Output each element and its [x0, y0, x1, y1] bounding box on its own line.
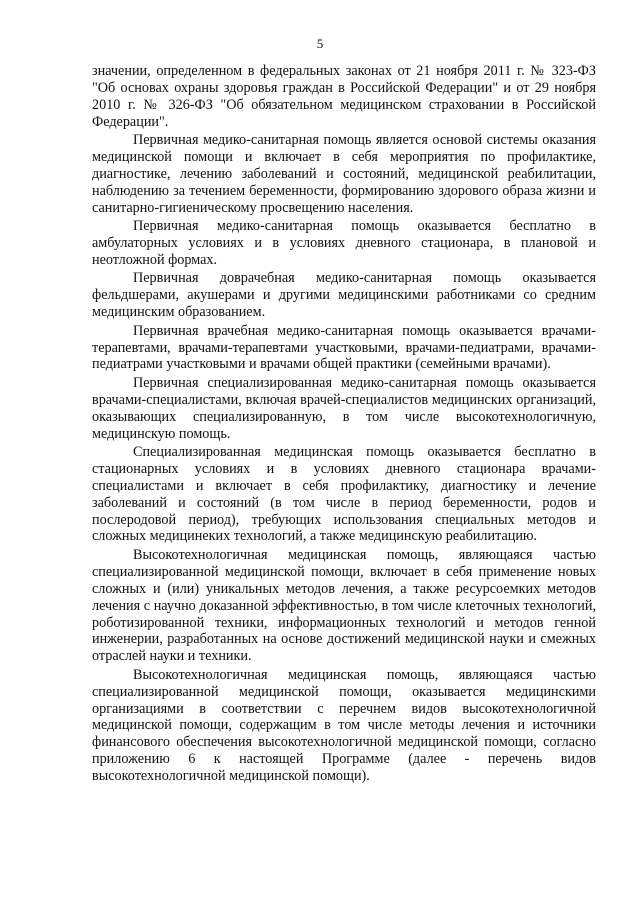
paragraph-continuation: значении, определенном в федеральных законах от 21 ноября 2011 г. № 323-ФЗ "Об основах охраны здоровья граждан в Российской Федерации" и от 29 ноября 2010 г. № 326-ФЗ "Об обязательном медицинском страховании в Российской Федерации". [92, 63, 596, 130]
paragraph-primary-care-definition: Первичная медико-санитарная помощь является основой системы оказания медицинской помощи и включает в себя мероприятия по профилактике, диагностике, лечению заболеваний и состояний, медицинской реабилитации, наблюдению за течением беременности, формированию здорового образа жизни и санитарно-гигиеническому просвещению населения. [92, 132, 596, 216]
page-number: 5 [316, 36, 324, 51]
paragraph-high-tech-care-definition: Высокотехнологичная медицинская помощь, являющаяся частью специализированной медицинской помощи, включает в себя применение новых сложных и (или) уникальных методов лечения, а также ресурсоемких методов лечения с научно доказанной эффективностью, в том числе клеточных технологий, роботизированной техники, информационных технологий и методов генной инженерии, разработанных на основе достижений медицинской науки и смежных отраслей науки и техники. [92, 546, 596, 665]
paragraph-specialized-care: Специализированная медицинская помощь оказывается бесплатно в стационарных условиях и в условиях дневного стационара врачами-специалистами и включает в себя профилактику, диагностику и лечение заболеваний и состояний (в том числе в период беременности, родов и послеродовой период), требующих использования специальных методов и сложных медицинеких технологий, а также медицинскую реабилитацию. [92, 443, 596, 545]
paragraph-physician-care: Первичная врачебная медико-санитарная помощь оказывается врачами-терапевтами, врачами-терапевтами участковыми, врачами-педиатрами, врачами-педиатрами участковыми и врачами общей практики (семейными врачами). [92, 322, 596, 373]
document-body [92, 63, 596, 787]
paragraph-specialized-primary-care: Первичная специализированная медико-санитарная помощь оказывается врачами-специалистами, включая врачей-специалистов медицинских организаций, оказывающих специализированную, в том числе высокотехнологичную, медицинскую помощь. [92, 374, 596, 442]
paragraph-primary-care-free: Первичная медико-санитарная помощь оказывается бесплатно в амбулаторных условиях и в условиях дневного стационара, в плановой и неотложной формах. [92, 218, 596, 268]
paragraph-pre-physician-care: Первичная доврачебная медико-санитарная помощь оказывается фельдшерами, акушерами и другими медицинскими работниками со средним медицинским образованием. [92, 270, 596, 321]
paragraph-high-tech-care-provision: Высокотехнологичная медицинская помощь, являющаяся частью специализированной медицинской помощи, оказывается медицинскими организациями в соответствии с перечнем видов высокотехнологичной медицинской помощи, содержащим в том числе методы лечения и источники финансового обеспечения высокотехнологичной медицинской помощи, согласно приложению 6 к настоящей Программе (далее - перечень видов высокотехнологичной медицинской помощи). [92, 666, 596, 785]
